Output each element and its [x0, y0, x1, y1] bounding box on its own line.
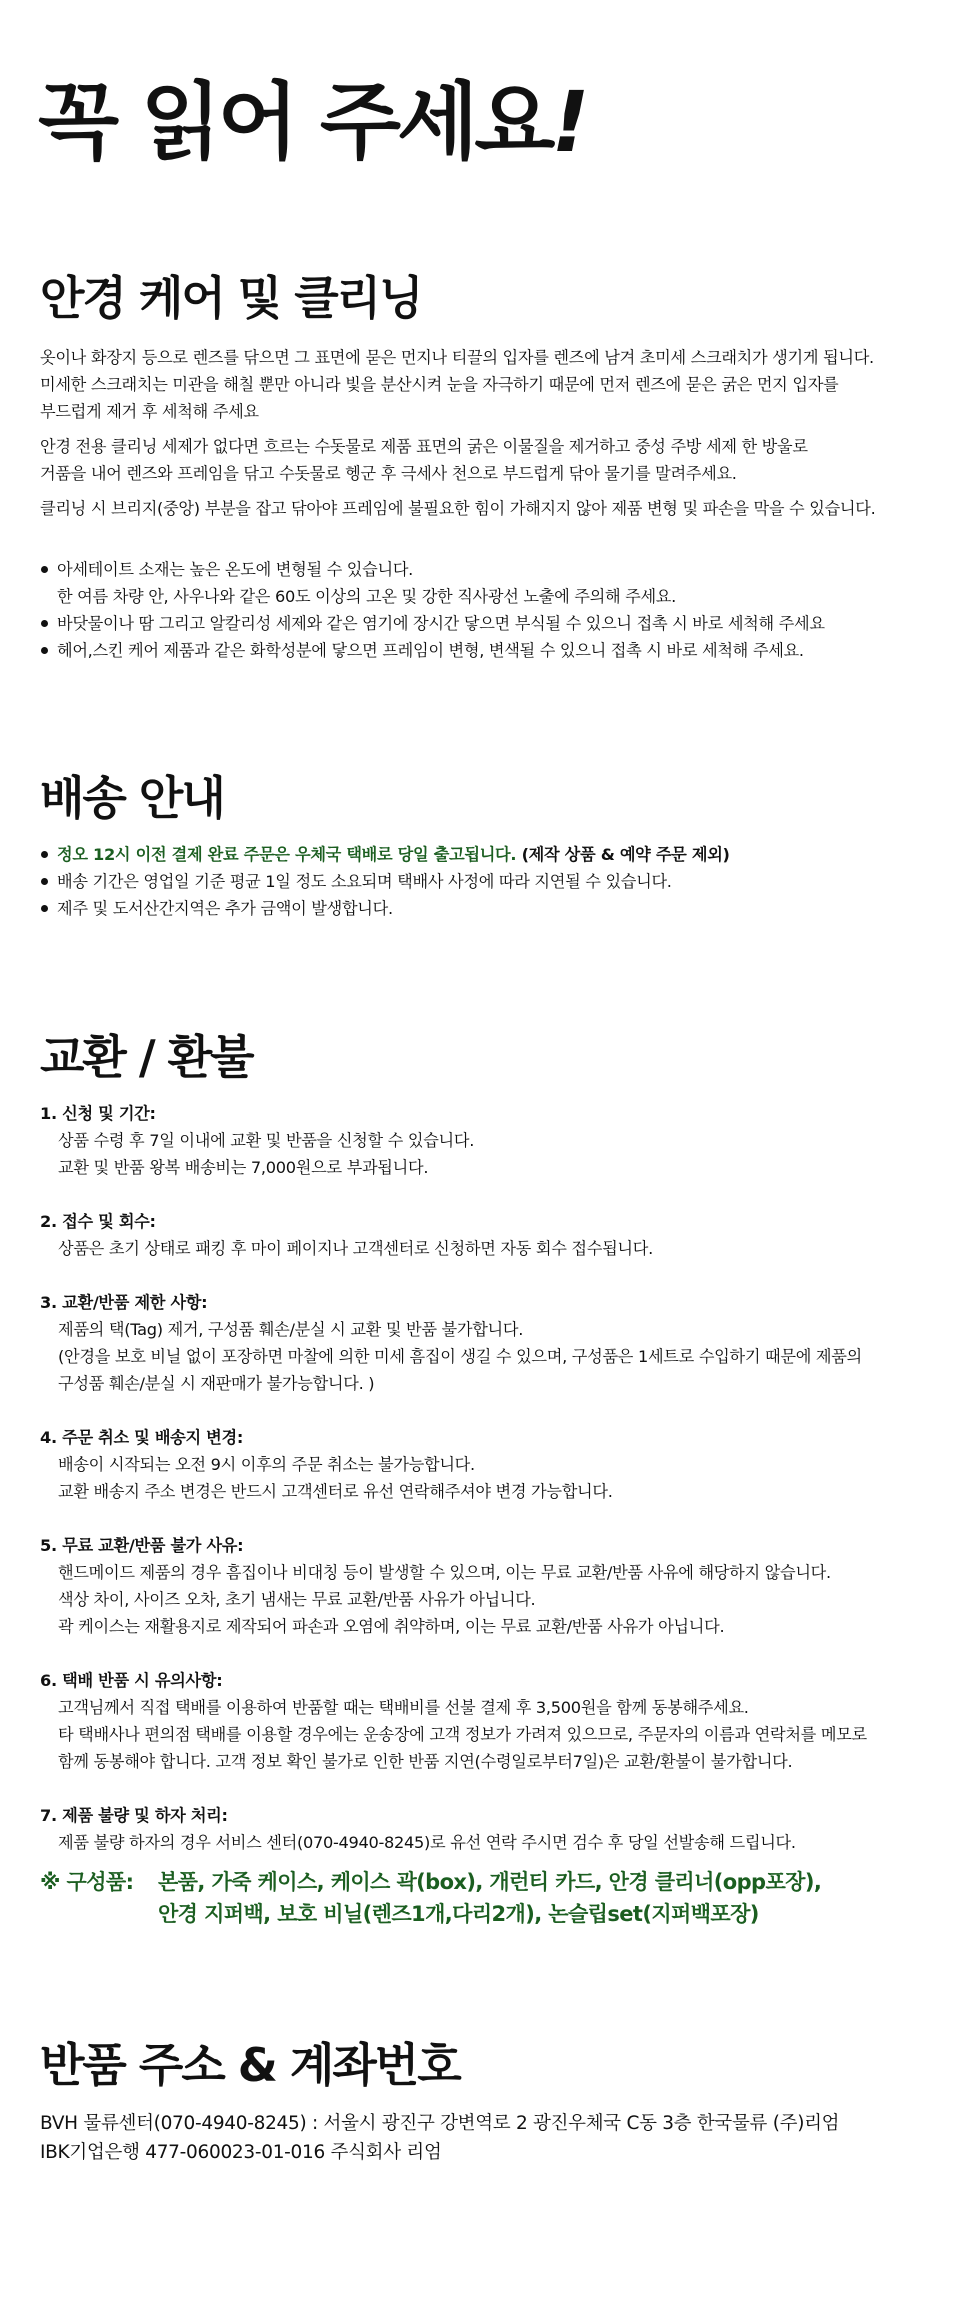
exchange-item-line: 타 택배사나 편의점 택배를 이용할 경우에는 운송장에 고객 정보가 가려져 있으므로, 주문자의 이름과 연락처를 메모로 — [58, 1725, 867, 1744]
exchange-item — [40, 1667, 920, 1775]
care-text-line: 옷이나 화장지 등으로 렌즈를 닦으면 그 표면에 묻은 먼지나 티끌의 입자를 렌즈에 남겨 초미세 스크래치가 생기게 됩니다. — [40, 348, 874, 367]
exchange-item-line: 곽 케이스는 재활용지로 제작되어 파손과 오염에 취약하며, 이는 무료 교환/반품 사유가 아닙니다. — [58, 1617, 725, 1636]
care-heading: 안경 케어 및 클리닝 — [40, 271, 422, 325]
main-title-text: 꼭 읽어 주세요 — [38, 73, 552, 171]
exchange-item-title: 5. 무료 교환/반품 불가 사유: — [40, 1536, 244, 1555]
care-paragraph — [40, 495, 920, 522]
care-warnings — [40, 556, 920, 664]
exchange-section — [40, 1027, 920, 1930]
care-text-line: 부드럽게 제거 후 세척해 주세요 — [40, 402, 259, 421]
components-line: 본품, 가죽 케이스, 케이스 곽(box), 개런티 카드, 안경 클리너(opp포장), — [158, 1870, 822, 1894]
components-line: 안경 지퍼백, 보호 비닐(렌즈1개,다리2개), 논슬립set(지퍼백포장) — [158, 1902, 759, 1926]
care-warning-text: 아세테이트 소재는 높은 온도에 변형될 수 있습니다. — [57, 560, 413, 579]
exchange-heading: 교환 / 환불 — [40, 1030, 253, 1084]
return-address-heading: 반품 주소 & 계좌번호 — [40, 2038, 460, 2092]
exchange-item-line: 함께 동봉해야 합니다. 고객 정보 확인 불가로 인한 반품 지연(수령일로부터7일)은 교환/환불이 불가합니다. — [58, 1752, 793, 1771]
shipping-extra-fee-text: 제주 및 도서산간지역은 추가 금액이 발생합니다. — [57, 899, 393, 918]
shipping-section — [40, 768, 920, 922]
same-day-shipping-notice: 정오 12시 이전 결제 완료 주문은 우체국 택배로 당일 출고됩니다. — [57, 845, 517, 864]
components-list — [40, 1866, 920, 1930]
exchange-item-line: (안경을 보호 비닐 없이 포장하면 마찰에 의한 미세 흠집이 생길 수 있으며, 구성품은 1세트로 수입하기 때문에 제품의 — [58, 1347, 862, 1366]
exchange-item-title: 7. 제품 불량 및 하자 처리: — [40, 1806, 228, 1825]
exchange-item — [40, 1532, 920, 1640]
bank-account-text: IBK기업은행 477-060023-01-016 주식회사 리엄 — [40, 2142, 442, 2163]
main-title — [38, 72, 586, 172]
exchange-item-line: 제품 불량 하자의 경우 서비스 센터(070-4940-8245)로 유선 연락 주시면 검수 후 당일 선발송해 드립니다. — [58, 1833, 796, 1852]
exchange-item-title: 2. 접수 및 회수: — [40, 1212, 156, 1231]
exchange-item — [40, 1289, 920, 1397]
main-title-exclamation: ! — [551, 73, 586, 171]
care-text-line: 안경 전용 클리닝 세제가 없다면 흐르는 수돗물로 제품 표면의 굵은 이물질을 제거하고 중성 주방 세제 한 방울로 — [40, 437, 808, 456]
exchange-item — [40, 1100, 920, 1181]
exchange-item-line: 핸드메이드 제품의 경우 흠집이나 비대칭 등이 발생할 수 있으며, 이는 무료 교환/반품 사유에 해당하지 않습니다. — [58, 1563, 831, 1582]
shipping-exception-note: (제작 상품 & 예약 주문 제외) — [516, 845, 730, 864]
exchange-item — [40, 1802, 920, 1856]
care-warning-text: 바닷물이나 땀 그리고 알칼리성 세제와 같은 염기에 장시간 닿으면 부식될 수 있으니 접촉 시 바로 세척해 주세요 — [57, 614, 825, 633]
care-warning-item — [40, 556, 920, 610]
shipping-item — [40, 895, 920, 922]
care-warning-item — [40, 610, 920, 637]
exchange-item-line: 교환 및 반품 왕복 배송비는 7,000원으로 부과됩니다. — [58, 1158, 429, 1177]
exchange-item-line: 상품은 초기 상태로 패킹 후 마이 페이지나 고객센터로 신청하면 자동 회수 접수됩니다. — [58, 1239, 653, 1258]
shipping-list — [40, 841, 920, 922]
shipping-duration-text: 배송 기간은 영업일 기준 평균 1일 정도 소요되며 택배사 사정에 따라 지연될 수 있습니다. — [57, 872, 672, 891]
components-label: ※ 구성품: — [40, 1870, 134, 1894]
care-paragraph — [40, 433, 920, 487]
shipping-item — [40, 841, 920, 868]
exchange-item-title: 3. 교환/반품 제한 사항: — [40, 1293, 208, 1312]
exchange-item-title: 1. 신청 및 기간: — [40, 1104, 156, 1123]
shipping-heading: 배송 안내 — [40, 771, 224, 825]
exchange-item — [40, 1208, 920, 1262]
exchange-item-line: 고객님께서 직접 택배를 이용하여 반품할 때는 택배비를 선불 결제 후 3,500원을 함께 동봉해주세요. — [58, 1698, 749, 1717]
care-paragraph — [40, 344, 920, 425]
components-values — [158, 1866, 821, 1930]
care-warning-text: 헤어,스킨 케어 제품과 같은 화학성분에 닿으면 프레임이 변형, 변색될 수 있으니 접촉 시 바로 세척해 주세요. — [57, 641, 804, 660]
exchange-item-line: 제품의 택(Tag) 제거, 구성품 훼손/분실 시 교환 및 반품 불가합니다. — [58, 1320, 524, 1339]
exchange-item-line: 색상 차이, 사이즈 오차, 초기 냄새는 무료 교환/반품 사유가 아닙니다. — [58, 1590, 536, 1609]
care-warning-item — [40, 637, 920, 664]
care-text-line: 클리닝 시 브리지(중앙) 부분을 잡고 닦아야 프레임에 불필요한 힘이 가해지지 않아 제품 변형 및 파손을 막을 수 있습니다. — [40, 499, 876, 518]
care-section — [40, 268, 920, 664]
care-text-line: 미세한 스크래치는 미관을 해칠 뿐만 아니라 빛을 분산시켜 눈을 자극하기 때문에 먼저 렌즈에 묻은 굵은 먼지 입자를 — [40, 375, 839, 394]
care-warning-text: 한 여름 차량 안, 사우나와 같은 60도 이상의 고온 및 강한 직사광선 노출에 주의해 주세요. — [57, 587, 676, 606]
exchange-item-line: 교환 배송지 주소 변경은 반드시 고객센터로 유선 연락해주셔야 변경 가능합니다. — [58, 1482, 613, 1501]
exchange-item-line: 구성품 훼손/분실 시 재판매가 불가능합니다. ) — [58, 1374, 375, 1393]
exchange-item-line: 배송이 시작되는 오전 9시 이후의 주문 취소는 불가능합니다. — [58, 1455, 475, 1474]
care-text-line: 거품을 내어 렌즈와 프레임을 닦고 수돗물로 헹군 후 극세사 천으로 부드럽게 닦아 물기를 말려주세요. — [40, 464, 737, 483]
exchange-item-title: 4. 주문 취소 및 배송지 변경: — [40, 1428, 244, 1447]
exchange-item-line: 상품 수령 후 7일 이내에 교환 및 반품을 신청할 수 있습니다. — [58, 1131, 475, 1150]
return-address-text: BVH 물류센터(070-4940-8245) : 서울시 광진구 강변역로 2 광진우체국 C동 3층 한국물류 (주)리엄 — [40, 2113, 840, 2134]
exchange-item — [40, 1424, 920, 1505]
return-address-section — [40, 2035, 920, 2167]
exchange-item-title: 6. 택배 반품 시 유의사항: — [40, 1671, 223, 1690]
shipping-item — [40, 868, 920, 895]
